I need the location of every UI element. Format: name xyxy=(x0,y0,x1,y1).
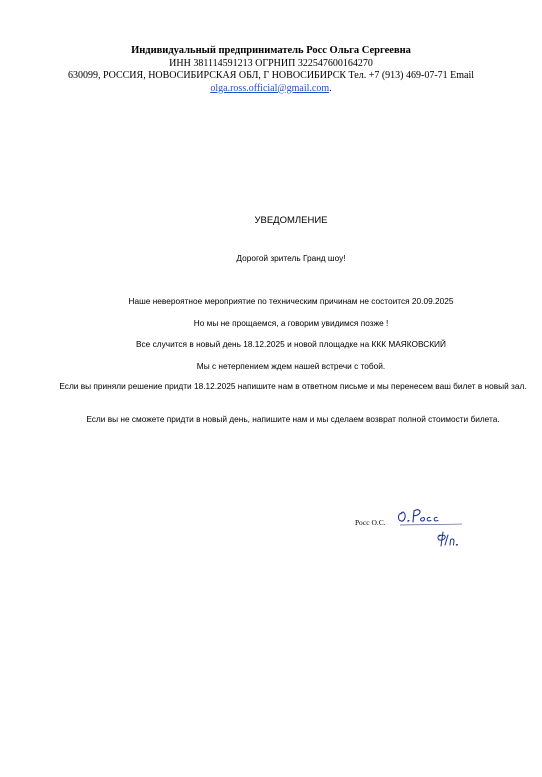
paragraph-cancellation: Наше невероятное мероприятие по техническим причинам не состоится 20.09.2025 xyxy=(128,296,454,306)
greeting: Дорогой зритель Гранд шоу! xyxy=(236,253,346,263)
address-phone: 630099, РОССИЯ, НОВОСИБИРСКАЯ ОБЛ, Г НОВОСИБИРСК Тел. +7 (913) 469-07-71 Email xyxy=(67,70,475,81)
handwritten-signature xyxy=(392,505,462,553)
paragraph-transfer-ticket: Если вы приняли решение придти 18.12.2025 напишите нам в ответном письме и мы перенесем ваш билет в новый зал. xyxy=(59,381,527,391)
letterhead xyxy=(0,45,542,95)
signature-block xyxy=(355,505,465,555)
email-link[interactable]: olga.ross.official@gmail.com xyxy=(210,82,330,94)
entrepreneur-name: Индивидуальный предприниматель Росс Ольга Сергеевна xyxy=(131,45,411,56)
paragraph-looking-forward: Мы с нетерпением ждем нашей встречи с тобой. xyxy=(196,361,386,371)
paragraph-see-you: Но мы не прощаемся, а говорим увидимся позже ! xyxy=(193,318,389,328)
email-suffix: . xyxy=(329,82,332,94)
registration-ids: ИНН 381114591213 ОГРНИП 322547600164270 xyxy=(169,57,373,69)
paragraph-refund: Если вы не сможете придти в новый день, напишите нам и мы сделаем возврат полной стоимости билета. xyxy=(86,414,500,424)
notice-title: УВЕДОМЛЕНИЕ xyxy=(254,215,328,226)
signature-label: Росс О.С. xyxy=(355,518,386,527)
paragraph-new-date: Все случится в новый день 18.12.2025 и новой площадке на ККК МАЯКОВСКИЙ xyxy=(136,339,446,349)
